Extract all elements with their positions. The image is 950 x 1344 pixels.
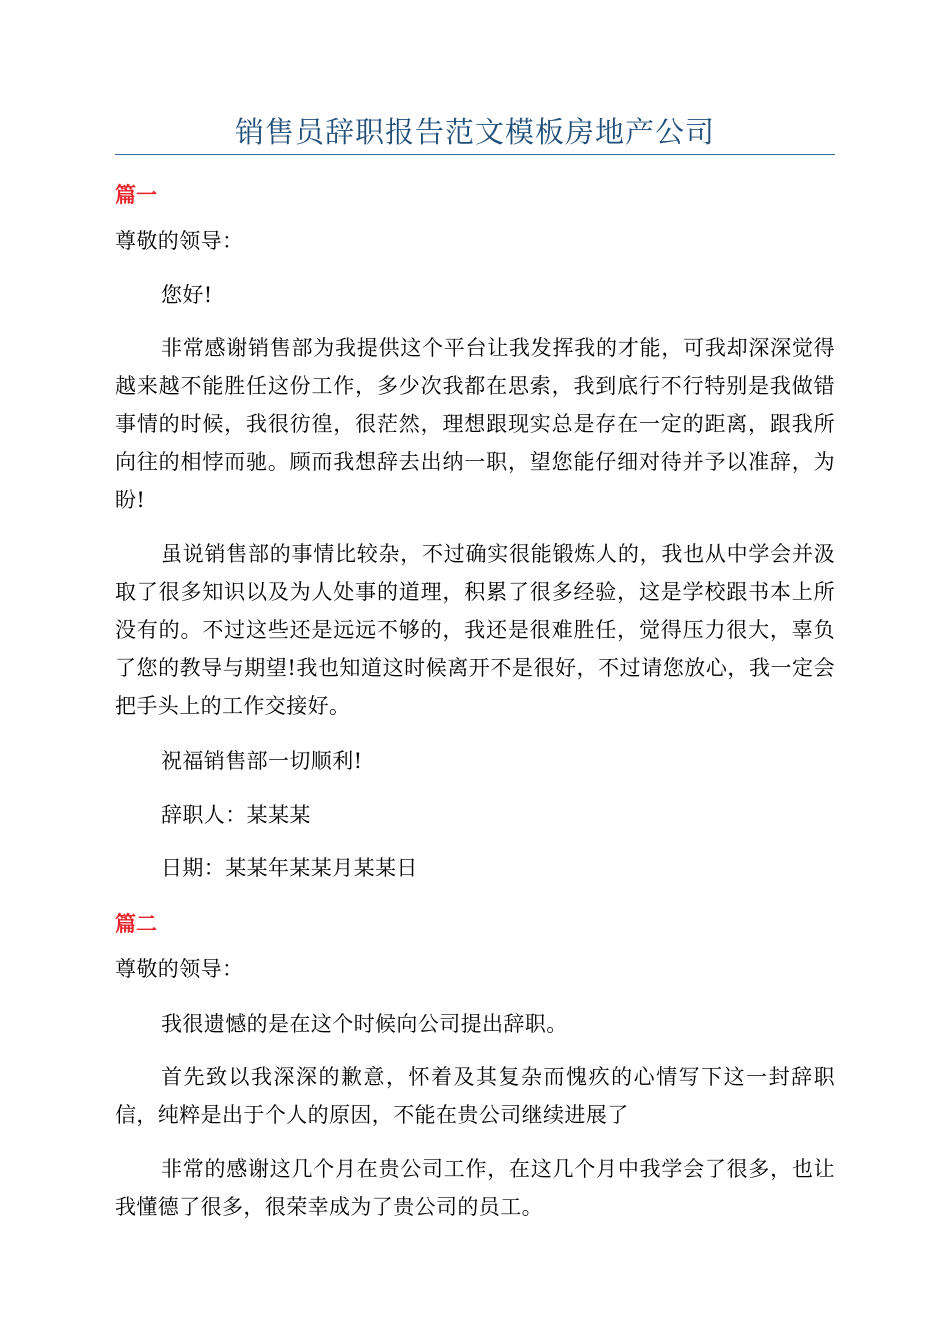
salutation-2: 尊敬的领导：	[115, 957, 244, 981]
body-paragraph-2-1: 我很遗憾的是在这个时候向公司提出辞职。	[161, 1012, 568, 1036]
section-heading-1: 篇一	[115, 182, 157, 207]
body-paragraph-1-2: 虽说销售部的事情比较杂，不过确实很能锻炼人的，我也从中学会并汲取了很多知识以及为人处事的道理，积累了很多经验，这是学校跟书本上所没有的。不过这些还是远远不够的，我还是很难胜任，觉得压力很大，辜负了您的教导与期望!我也知道这时候离开不是很好，不过请您放心，我一定会把手头上的工作交接好。	[115, 542, 835, 718]
date-1: 日期：某某年某某月某某日	[161, 856, 418, 880]
body-paragraph-2-2: 首先致以我深深的歉意，怀着及其复杂而愧疚的心情写下这一封辞职信，纯粹是出于个人的原因，不能在贵公司继续进展了	[115, 1065, 835, 1127]
signature-1: 辞职人：某某某	[161, 803, 311, 827]
body-paragraph-1-1: 非常感谢销售部为我提供这个平台让我发挥我的才能，可我却深深觉得越来越不能胜任这份工作，多少次我都在思索，我到底行不行特别是我做错事情的时候，我很彷徨，很茫然，理想跟现实总是存在一定的距离，跟我所向往的相悖而驰。顾而我想辞去出纳一职，望您能仔细对待并予以准辞，为盼!	[115, 336, 835, 512]
salutation-1: 尊敬的领导：	[115, 229, 244, 253]
closing-wish-1: 祝福销售部一切顺利!	[161, 749, 363, 773]
section-heading-2: 篇二	[115, 911, 157, 936]
body-paragraph-2-3: 非常的感谢这几个月在贵公司工作，在这几个月中我学会了很多，也让我懂德了很多，很荣幸成为了贵公司的员工。	[115, 1157, 835, 1219]
greeting-1: 您好!	[161, 283, 213, 307]
title-divider	[115, 154, 835, 155]
document-title: 销售员辞职报告范文模板房地产公司	[234, 115, 715, 149]
